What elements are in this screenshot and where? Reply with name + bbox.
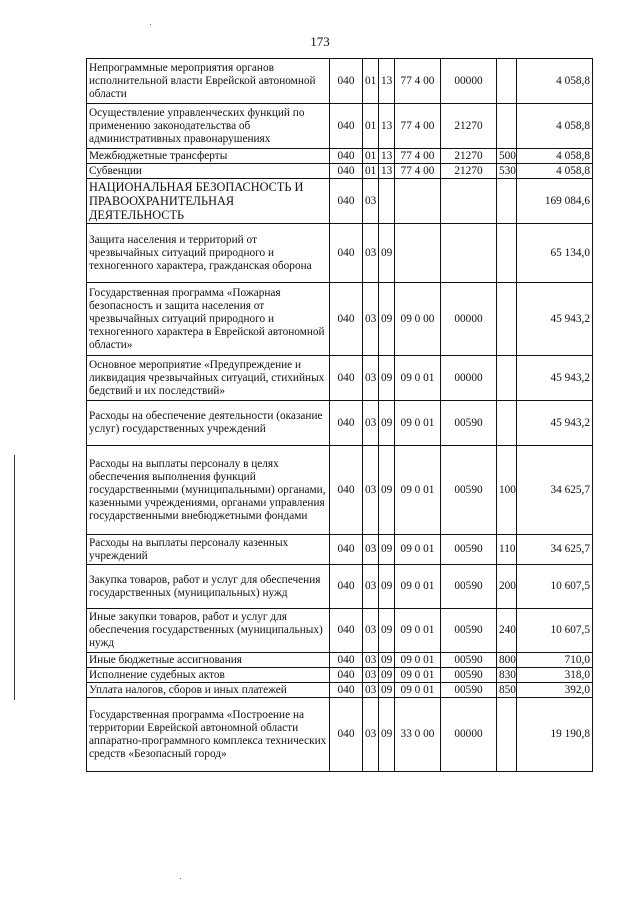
direction-code	[441, 224, 497, 283]
ministry-code: 040	[330, 565, 363, 609]
direction-code: 00590	[441, 565, 497, 609]
table-row	[87, 164, 593, 179]
table-row	[87, 668, 593, 683]
row-name: Уплата налогов, сборов и иных платежей	[87, 683, 330, 698]
program-code	[395, 179, 441, 224]
program-code: 09 0 01	[395, 683, 441, 698]
ministry-code: 040	[330, 668, 363, 683]
section-code: 03	[363, 609, 379, 653]
subsection-code: 09	[379, 224, 395, 283]
row-name: Субвенции	[87, 164, 330, 179]
direction-code: 00590	[441, 609, 497, 653]
subsection-code: 09	[379, 356, 395, 401]
program-code: 77 4 00	[395, 104, 441, 149]
program-code: 77 4 00	[395, 59, 441, 104]
ministry-code: 040	[330, 164, 363, 179]
binding-line	[14, 455, 15, 700]
expense-type-code: 110	[497, 535, 517, 565]
direction-code: 00000	[441, 283, 497, 356]
direction-code: 00590	[441, 653, 497, 668]
direction-code: 00000	[441, 698, 497, 772]
subsection-code: 09	[379, 609, 395, 653]
ministry-code: 040	[330, 535, 363, 565]
row-name: Государственная программа «Построение на территории Еврейской автономной области аппаратно-программного комплекса технических средств «Безопасный город»	[87, 698, 330, 772]
budget-table	[86, 58, 593, 772]
ministry-code: 040	[330, 224, 363, 283]
row-name: Расходы на выплаты персоналу казенных учреждений	[87, 535, 330, 565]
direction-code: 00000	[441, 59, 497, 104]
expense-type-code: 240	[497, 609, 517, 653]
subsection-code: 13	[379, 164, 395, 179]
direction-code: 21270	[441, 104, 497, 149]
row-name: Непрограммные мероприятия органов исполнительной власти Еврейской автономной области	[87, 59, 330, 104]
direction-code	[441, 179, 497, 224]
amount: 19 190,8	[517, 698, 593, 772]
expense-type-code: 200	[497, 565, 517, 609]
expense-type-code	[497, 401, 517, 446]
table-row	[87, 104, 593, 149]
amount: 45 943,2	[517, 401, 593, 446]
row-name: Государственная программа «Пожарная безопасность и защита населения от чрезвычайных ситуаций природного и техногенного характера в Еврейской автономной области»	[87, 283, 330, 356]
ministry-code: 040	[330, 698, 363, 772]
ministry-code: 040	[330, 446, 363, 535]
ministry-code: 040	[330, 401, 363, 446]
expense-type-code	[497, 356, 517, 401]
expense-type-code	[497, 59, 517, 104]
subsection-code: 13	[379, 59, 395, 104]
section-code: 03	[363, 446, 379, 535]
table-row	[87, 535, 593, 565]
subsection-code: 09	[379, 446, 395, 535]
amount: 4 058,8	[517, 104, 593, 149]
row-name: Иные закупки товаров, работ и услуг для обеспечения государственных (муниципальных) нужд	[87, 609, 330, 653]
subsection-code: 09	[379, 535, 395, 565]
ministry-code: 040	[330, 283, 363, 356]
section-code: 03	[363, 356, 379, 401]
subsection-code: 09	[379, 565, 395, 609]
amount: 169 084,6	[517, 179, 593, 224]
section-code: 01	[363, 149, 379, 164]
subsection-code: 13	[379, 149, 395, 164]
section-code: 03	[363, 535, 379, 565]
row-name: Расходы на выплаты персоналу в целях обеспечения выполнения функций государственными (муниципальными) органами, казенными учреждениями, органами управления государственными внебюджетными фондами	[87, 446, 330, 535]
table-row	[87, 224, 593, 283]
ministry-code: 040	[330, 149, 363, 164]
direction-code: 00590	[441, 401, 497, 446]
program-code: 09 0 01	[395, 609, 441, 653]
table-row	[87, 653, 593, 668]
amount: 10 607,5	[517, 609, 593, 653]
row-name: Осуществление управленческих функций по применению законодательства об административных правонарушениях	[87, 104, 330, 149]
amount: 45 943,2	[517, 283, 593, 356]
direction-code: 00590	[441, 683, 497, 698]
row-name: Исполнение судебных актов	[87, 668, 330, 683]
program-code: 09 0 01	[395, 653, 441, 668]
program-code: 33 0 00	[395, 698, 441, 772]
expense-type-code: 800	[497, 653, 517, 668]
row-name: Иные бюджетные ассигнования	[87, 653, 330, 668]
row-name: Расходы на обеспечение деятельности (оказание услуг) государственных учреждений	[87, 401, 330, 446]
amount: 34 625,7	[517, 446, 593, 535]
section-code: 03	[363, 698, 379, 772]
section-code: 03	[363, 283, 379, 356]
amount: 392,0	[517, 683, 593, 698]
table-row	[87, 356, 593, 401]
program-code: 77 4 00	[395, 149, 441, 164]
direction-code: 00000	[441, 356, 497, 401]
section-code: 03	[363, 683, 379, 698]
direction-code: 00590	[441, 535, 497, 565]
row-name: Межбюджетные трансферты	[87, 149, 330, 164]
section-code: 03	[363, 224, 379, 283]
section-code: 03	[363, 401, 379, 446]
table-row	[87, 565, 593, 609]
expense-type-code	[497, 104, 517, 149]
section-code: 01	[363, 59, 379, 104]
section-code: 03	[363, 653, 379, 668]
amount: 45 943,2	[517, 356, 593, 401]
table-row	[87, 283, 593, 356]
expense-type-code: 830	[497, 668, 517, 683]
table-row	[87, 59, 593, 104]
direction-code: 21270	[441, 149, 497, 164]
amount: 4 058,8	[517, 164, 593, 179]
budget-table-body	[87, 59, 593, 772]
ministry-code: 040	[330, 683, 363, 698]
subsection-code: 09	[379, 668, 395, 683]
ministry-code: 040	[330, 59, 363, 104]
section-code: 01	[363, 164, 379, 179]
expense-type-code: 500	[497, 149, 517, 164]
subsection-code: 09	[379, 698, 395, 772]
row-name: НАЦИОНАЛЬНАЯ БЕЗОПАСНОСТЬ И ПРАВООХРАНИТЕЛЬНАЯ ДЕЯТЕЛЬНОСТЬ	[87, 179, 330, 224]
subsection-code: 13	[379, 104, 395, 149]
table-row	[87, 446, 593, 535]
table-row	[87, 179, 593, 224]
section-code: 01	[363, 104, 379, 149]
ministry-code: 040	[330, 104, 363, 149]
subsection-code: 09	[379, 283, 395, 356]
section-code: 03	[363, 565, 379, 609]
subsection-code	[379, 179, 395, 224]
amount: 10 607,5	[517, 565, 593, 609]
direction-code: 00590	[441, 668, 497, 683]
section-code: 03	[363, 668, 379, 683]
program-code: 09 0 01	[395, 535, 441, 565]
amount: 4 058,8	[517, 149, 593, 164]
expense-type-code: 530	[497, 164, 517, 179]
ministry-code: 040	[330, 653, 363, 668]
program-code: 09 0 01	[395, 401, 441, 446]
amount: 710,0	[517, 653, 593, 668]
subsection-code: 09	[379, 653, 395, 668]
ministry-code: 040	[330, 609, 363, 653]
direction-code: 21270	[441, 164, 497, 179]
table-row	[87, 609, 593, 653]
table-row	[87, 401, 593, 446]
amount: 65 134,0	[517, 224, 593, 283]
scan-speck	[180, 878, 181, 879]
amount: 4 058,8	[517, 59, 593, 104]
row-name: Закупка товаров, работ и услуг для обеспечения государственных (муниципальных) нужд	[87, 565, 330, 609]
program-code: 09 0 00	[395, 283, 441, 356]
table-row	[87, 149, 593, 164]
expense-type-code	[497, 179, 517, 224]
ministry-code: 040	[330, 356, 363, 401]
expense-type-code: 850	[497, 683, 517, 698]
direction-code: 00590	[441, 446, 497, 535]
program-code: 09 0 01	[395, 446, 441, 535]
page-number: 173	[310, 34, 330, 49]
expense-type-code	[497, 698, 517, 772]
program-code	[395, 224, 441, 283]
amount: 318,0	[517, 668, 593, 683]
program-code: 77 4 00	[395, 164, 441, 179]
row-name: Основное мероприятие «Предупреждение и ликвидация чрезвычайных ситуаций, стихийных бедствий и их последствий»	[87, 356, 330, 401]
program-code: 09 0 01	[395, 668, 441, 683]
section-code: 03	[363, 179, 379, 224]
expense-type-code	[497, 283, 517, 356]
scan-speck	[150, 24, 151, 25]
program-code: 09 0 01	[395, 565, 441, 609]
table-row	[87, 683, 593, 698]
program-code: 09 0 01	[395, 356, 441, 401]
expense-type-code: 100	[497, 446, 517, 535]
row-name: Защита населения и территорий от чрезвычайных ситуаций природного и техногенного характера, гражданская оборона	[87, 224, 330, 283]
subsection-code: 09	[379, 401, 395, 446]
subsection-code: 09	[379, 683, 395, 698]
amount: 34 625,7	[517, 535, 593, 565]
expense-type-code	[497, 224, 517, 283]
ministry-code: 040	[330, 179, 363, 224]
table-row	[87, 698, 593, 772]
